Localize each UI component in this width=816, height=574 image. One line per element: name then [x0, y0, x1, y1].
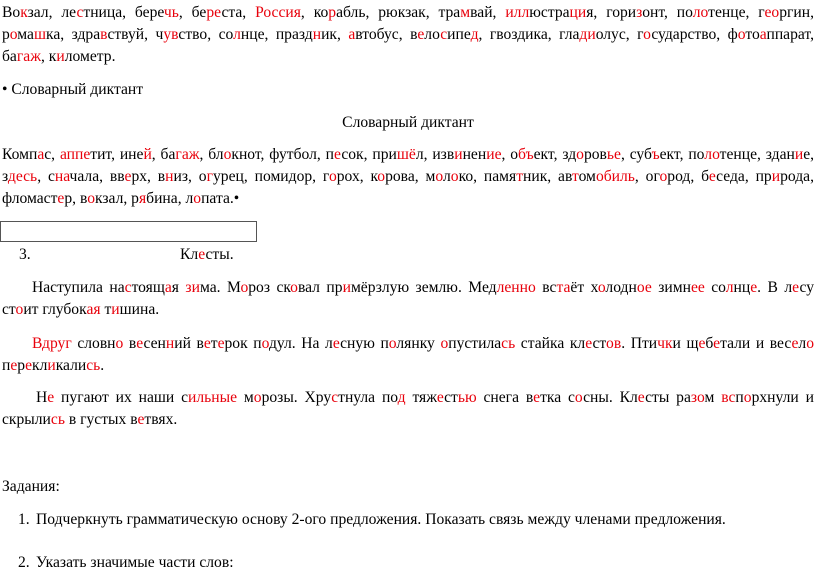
- highlighted-text: г: [175, 146, 182, 163]
- text-run: ст: [444, 389, 458, 406]
- highlighted-text: о: [659, 168, 668, 185]
- highlighted-text: л: [692, 4, 701, 21]
- text-run: рх, в: [131, 168, 166, 185]
- text-run: л: [442, 168, 451, 185]
- section-title: [180, 244, 234, 266]
- highlighted-text: е: [124, 168, 132, 185]
- highlighted-text: в: [613, 335, 622, 352]
- highlighted-text: р: [328, 4, 337, 21]
- text-run: ипе: [447, 26, 471, 43]
- highlighted-text: шё: [396, 146, 416, 163]
- highlighted-text: е: [136, 335, 144, 352]
- text-run: нце, празд: [240, 26, 313, 43]
- text-run: м: [237, 389, 254, 406]
- dictation-title: Словарный диктант: [342, 114, 474, 131]
- highlighted-text: е: [791, 335, 799, 352]
- text-run: род, б: [667, 168, 709, 185]
- text-run: вай,: [470, 4, 506, 21]
- highlighted-text: о: [771, 4, 780, 21]
- highlighted-text: о: [223, 146, 232, 163]
- highlighted-text: е: [203, 335, 211, 352]
- highlighted-text: е: [708, 168, 717, 185]
- highlighted-text: е: [792, 279, 800, 296]
- text-run: сок, при: [341, 146, 397, 163]
- text-run: с: [181, 389, 189, 406]
- highlighted-text: Вдруг: [32, 335, 72, 352]
- highlighted-text: о: [253, 389, 262, 406]
- highlighted-text: ильн: [188, 389, 220, 406]
- text-run: шина.: [119, 301, 160, 318]
- text-run: снега в: [476, 389, 534, 406]
- text-run: метр.: [80, 48, 116, 65]
- highlighted-text: о: [115, 335, 124, 352]
- text-run: , бл: [199, 146, 224, 163]
- highlighted-text: л: [233, 26, 241, 43]
- highlighted-text: ая: [86, 301, 101, 318]
- text-run: ма. М: [199, 279, 241, 296]
- text-run: тенце, г: [708, 4, 765, 21]
- highlighted-text: о: [737, 26, 746, 43]
- highlighted-text: сь: [86, 357, 101, 374]
- highlighted-text: а: [23, 48, 31, 65]
- text-run: словн: [71, 335, 116, 352]
- highlighted-text: о: [700, 4, 709, 21]
- highlighted-text: о: [606, 335, 614, 352]
- highlighted-text: о: [574, 389, 584, 406]
- text-run: ка, здра: [46, 26, 101, 43]
- highlighted-text: с: [331, 389, 339, 406]
- text-run: урец, помидор, г: [212, 168, 329, 185]
- text-run: , к: [40, 48, 57, 65]
- text-run: тка с: [540, 389, 575, 406]
- highlighted-text: а: [759, 26, 767, 43]
- text-run: рок п: [224, 335, 262, 352]
- highlighted-text: е: [198, 246, 206, 263]
- highlighted-text: о: [440, 335, 449, 352]
- text-run: седа, пр: [716, 168, 772, 185]
- text-run: ста,: [221, 4, 256, 21]
- text-run: м: [704, 389, 722, 406]
- bullet-heading-text: Словарный диктант: [11, 81, 144, 98]
- text-run: Кл: [180, 246, 199, 263]
- text-run: , суб: [620, 146, 652, 163]
- text-run: ргин, р: [2, 4, 814, 43]
- highlighted-text: е: [10, 357, 18, 374]
- highlighted-text: т: [556, 279, 564, 296]
- task-text: Указать значимые части слов:: [36, 554, 234, 571]
- text-run: б: [705, 335, 714, 352]
- text-run: .: [100, 357, 105, 374]
- text-run: рода, фломаст: [2, 168, 814, 207]
- task-number: 1.: [18, 511, 30, 528]
- task-item: [18, 552, 234, 574]
- text-run: , ба: [151, 146, 176, 163]
- text-run: юстра: [529, 4, 570, 21]
- highlighted-text: е: [214, 4, 222, 21]
- highlighted-text: л: [725, 279, 734, 296]
- text-run: рат, ба: [2, 26, 814, 65]
- highlighted-text: с: [124, 279, 132, 296]
- highlighted-text: д: [397, 389, 406, 406]
- text-run: кл: [32, 357, 48, 374]
- highlighted-text: г: [16, 48, 24, 65]
- text-run: и щ: [672, 335, 699, 352]
- text-run: нен: [462, 146, 487, 163]
- text-run: из, о: [173, 168, 207, 185]
- text-run: сны. Кл: [583, 389, 638, 406]
- text-run: , ог: [634, 168, 660, 185]
- text-run: Н: [36, 389, 48, 406]
- highlighted-text: ж: [188, 146, 200, 163]
- story-paragraph-2: [2, 333, 814, 377]
- highlighted-text: о: [450, 168, 459, 185]
- text-run: розы. Хру: [261, 389, 332, 406]
- text-run: зимн: [651, 279, 691, 296]
- text-run: с,: [44, 146, 60, 163]
- highlighted-text: илл: [505, 4, 530, 21]
- text-run: я: [171, 279, 186, 296]
- highlighted-text: о: [377, 168, 386, 185]
- highlighted-text: е: [47, 389, 55, 406]
- text-run: олус, г: [595, 26, 644, 43]
- bullet-icon: •: [2, 81, 8, 98]
- text-run: , гвоздика, гла: [478, 26, 580, 43]
- highlighted-text: т: [571, 168, 579, 185]
- highlighted-text: ые: [219, 389, 238, 406]
- highlighted-text: о: [576, 146, 584, 163]
- text-run: ёт х: [570, 279, 598, 296]
- text-run: т: [210, 335, 218, 352]
- text-run: пустила: [448, 335, 502, 352]
- text-run: тенце, здан: [719, 146, 795, 163]
- text-run: вс: [535, 279, 557, 296]
- highlighted-text: и: [454, 146, 463, 163]
- text-run: тоящ: [131, 279, 165, 296]
- highlighted-text: я: [138, 190, 147, 207]
- highlighted-text: о: [240, 279, 249, 296]
- text-run: л: [798, 335, 807, 352]
- text-run: чала, вв: [69, 168, 125, 185]
- text-run: тница, бере: [83, 4, 164, 21]
- highlighted-text: о: [87, 190, 95, 207]
- highlighted-text: ъ: [651, 146, 660, 163]
- empty-text-box: [0, 221, 257, 242]
- text-run: т: [100, 301, 112, 318]
- highlighted-text: е: [334, 146, 342, 163]
- highlighted-text: е: [417, 26, 425, 43]
- highlighted-text: д: [470, 26, 479, 43]
- highlighted-text: и: [486, 146, 495, 163]
- highlighted-text: е: [332, 335, 341, 352]
- highlighted-text: о: [712, 146, 720, 163]
- text-run: ект, по: [659, 146, 705, 163]
- text-run: стайка кл: [515, 335, 586, 352]
- task-text: Подчеркнуть грамматическую основу 2-ого предложения. Показать связь между членами предложения.: [36, 511, 726, 528]
- highlighted-text: о: [597, 279, 606, 296]
- text-run: зал, ле: [27, 4, 77, 21]
- highlighted-text: т: [516, 168, 524, 185]
- highlighted-text: е: [436, 389, 445, 406]
- highlighted-text: е: [15, 168, 24, 185]
- highlighted-text: н: [312, 26, 322, 43]
- bullet-heading: [2, 79, 814, 101]
- text-run: ло: [64, 48, 80, 65]
- highlighted-text: ци: [569, 4, 587, 21]
- text-run: сты ра: [645, 389, 691, 406]
- text-run: кали: [55, 357, 87, 374]
- highlighted-text: биль: [603, 168, 635, 185]
- text-run: . Пти: [621, 335, 658, 352]
- highlighted-text: а: [164, 279, 172, 296]
- highlighted-text: с: [440, 26, 448, 43]
- highlighted-text: е: [698, 335, 706, 352]
- highlighted-text: и: [111, 301, 120, 318]
- highlighted-text: о: [643, 26, 652, 43]
- highlighted-text: о: [388, 335, 397, 352]
- highlighted-text: е: [585, 335, 593, 352]
- highlighted-text: и: [342, 279, 351, 296]
- dictation-words-text: [2, 146, 814, 207]
- text-run: ий в: [174, 335, 204, 352]
- highlighted-text: и: [771, 168, 781, 185]
- text-run: лодн: [605, 279, 637, 296]
- text-run: рова, м: [385, 168, 436, 185]
- text-run: п: [735, 389, 744, 406]
- highlighted-text: у: [163, 26, 172, 43]
- text-run: Комп: [2, 146, 38, 163]
- text-run: р, в: [64, 190, 88, 207]
- highlighted-text: ж: [30, 48, 41, 65]
- task-item: [18, 509, 726, 531]
- highlighted-text: о: [806, 335, 814, 352]
- text-run: бина, л: [146, 190, 194, 207]
- text-run: сную п: [340, 335, 389, 352]
- highlighted-text: е: [764, 4, 772, 21]
- highlighted-text: чк: [657, 335, 673, 352]
- text-run: твях.: [144, 411, 178, 428]
- vocabulary-words-paragraph: [2, 2, 814, 68]
- highlighted-text: в: [171, 26, 179, 43]
- highlighted-text: и: [47, 357, 56, 374]
- highlighted-text: е: [637, 389, 646, 406]
- highlighted-text: а: [563, 279, 571, 296]
- text-run: вал пр: [297, 279, 343, 296]
- text-run: ект, зд: [533, 146, 577, 163]
- highlighted-text: о: [9, 26, 18, 43]
- text-run: тали и вес: [720, 335, 792, 352]
- highlighted-text: о: [193, 190, 202, 207]
- text-run: ство, со: [178, 26, 234, 43]
- highlighted-text: о: [435, 168, 443, 185]
- highlighted-text: и: [56, 48, 65, 65]
- text-run: сен: [143, 335, 166, 352]
- highlighted-text: зи: [185, 279, 200, 296]
- tasks-heading: Задания:: [2, 478, 60, 495]
- highlighted-text: к: [20, 4, 28, 21]
- text-run: е, з: [2, 146, 815, 185]
- text-run: рхнули и скрыли: [2, 389, 814, 428]
- highlighted-text: е: [713, 335, 721, 352]
- text-run: тнула по: [338, 389, 398, 406]
- highlighted-text: ью: [457, 389, 477, 406]
- text-run: ом: [578, 168, 596, 185]
- text-run: втобус, в: [355, 26, 418, 43]
- highlighted-text: м: [460, 4, 471, 21]
- text-run: ко, памя: [458, 168, 517, 185]
- text-run: то: [745, 26, 760, 43]
- highlighted-text: и: [794, 146, 804, 163]
- text-run: ров: [583, 146, 607, 163]
- task-number: 2.: [18, 554, 30, 571]
- text-run: , ко: [300, 4, 329, 21]
- highlighted-text: бъ: [518, 146, 534, 163]
- highlighted-text: о: [595, 168, 604, 185]
- highlighted-text: е: [217, 335, 225, 352]
- highlighted-text: е: [533, 389, 541, 406]
- text-run: мёрзлую землю. Мед: [350, 279, 497, 296]
- text-run: сударство, ф: [651, 26, 738, 43]
- text-run: кнот, футбол, п: [231, 146, 335, 163]
- story-paragraph-1: [2, 277, 814, 321]
- highlighted-text: ш: [33, 26, 46, 43]
- text-run: кзал, р: [95, 190, 139, 207]
- text-run: рох, к: [336, 168, 378, 185]
- highlighted-text: с: [76, 4, 84, 21]
- text-run: роз ск: [248, 279, 291, 296]
- highlighted-text: ье: [606, 146, 621, 163]
- end-bullet-icon: •: [233, 190, 240, 207]
- section-number: 3.: [19, 246, 31, 263]
- text-run: , рюкзак, тра: [365, 4, 461, 21]
- highlighted-text: ди: [579, 26, 596, 43]
- highlighted-text: е: [57, 190, 65, 207]
- text-run: нц: [733, 279, 751, 296]
- text-run: ствуй, ч: [107, 26, 164, 43]
- highlighted-text: г: [206, 168, 213, 185]
- text-run: дул. На л: [268, 335, 333, 352]
- text-run: , бе: [178, 4, 207, 21]
- text-run: ст: [592, 335, 607, 352]
- text-run: в густых в: [64, 411, 138, 428]
- text-run: ма: [17, 26, 34, 43]
- text-run: л, изв: [415, 146, 455, 163]
- highlighted-text: вс: [721, 389, 736, 406]
- text-run: ит глубок: [23, 301, 87, 318]
- highlighted-text: д: [7, 168, 16, 185]
- highlighted-text: р: [206, 4, 215, 21]
- highlighted-text: е: [494, 146, 502, 163]
- highlighted-text: о: [743, 389, 752, 406]
- highlighted-text: сь: [50, 411, 65, 428]
- dictation-words-paragraph: [2, 144, 814, 210]
- text-run: ик,: [321, 26, 349, 43]
- text-run: в: [123, 335, 137, 352]
- text-run: тяж: [405, 389, 437, 406]
- highlighted-text: о: [328, 168, 337, 185]
- highlighted-text: в: [100, 26, 108, 43]
- highlighted-text: е: [137, 411, 145, 428]
- text-run: Во: [2, 4, 21, 21]
- text-run: п: [2, 357, 11, 374]
- text-run: ппа: [766, 26, 791, 43]
- text-run: онт, по: [642, 4, 693, 21]
- highlighted-text: ое: [636, 279, 652, 296]
- highlighted-text: сь: [23, 168, 38, 185]
- highlighted-text: о: [290, 279, 298, 296]
- text-run: тит, ине: [90, 146, 144, 163]
- highlighted-text: на: [54, 168, 70, 185]
- highlighted-text: а: [348, 26, 356, 43]
- text-run: абль: [336, 4, 366, 21]
- highlighted-text: чь: [163, 4, 179, 21]
- highlighted-text: й: [143, 146, 152, 163]
- highlighted-text: н: [165, 335, 175, 352]
- highlighted-text: н: [165, 168, 174, 185]
- text-run: . В л: [757, 279, 793, 296]
- text-run: , о: [501, 146, 519, 163]
- text-run: Наступила на: [32, 279, 125, 296]
- text-run: со: [704, 279, 726, 296]
- text-run: пугают их наши: [54, 389, 182, 406]
- text-run: ло: [424, 26, 441, 43]
- text-run: лянку: [396, 335, 441, 352]
- highlighted-text: ее: [690, 279, 705, 296]
- highlighted-text: ленно: [496, 279, 536, 296]
- highlighted-text: а: [181, 146, 189, 163]
- highlighted-text: а: [37, 146, 45, 163]
- text-run: ник, ав: [523, 168, 572, 185]
- highlighted-text: сь: [501, 335, 516, 352]
- highlighted-text: о: [15, 301, 24, 318]
- highlighted-text: е: [750, 279, 758, 296]
- highlighted-text: о: [261, 335, 269, 352]
- text-run: пата.: [201, 190, 234, 207]
- highlighted-text: Россия: [255, 4, 301, 21]
- text-run: сты.: [205, 246, 234, 263]
- highlighted-text: е: [25, 357, 32, 374]
- highlighted-text: аппе: [59, 146, 91, 163]
- text-run: , с: [37, 168, 55, 185]
- highlighted-text: л: [704, 146, 713, 163]
- text-run: р: [17, 357, 26, 374]
- text-run: су ст: [2, 279, 814, 318]
- story-paragraph-3: [2, 387, 814, 431]
- text-run: я, гори: [586, 4, 637, 21]
- highlighted-text: з: [636, 4, 643, 21]
- highlighted-text: зо: [690, 389, 705, 406]
